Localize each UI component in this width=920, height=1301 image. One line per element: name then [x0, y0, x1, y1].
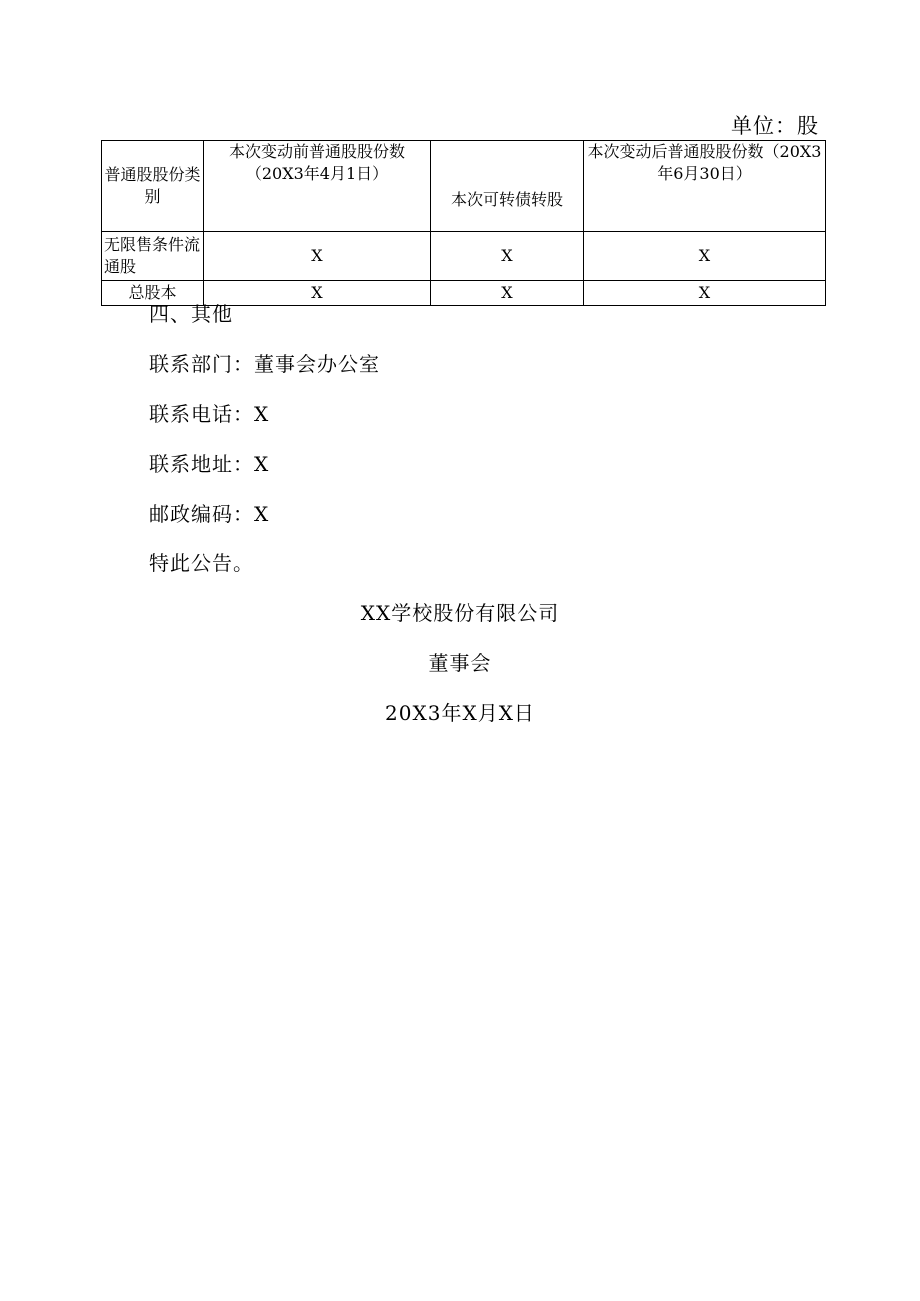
row-after-value: X — [584, 232, 826, 281]
row-after-value: X — [584, 281, 826, 306]
share-change-table — [101, 140, 826, 306]
row-before-value: X — [204, 281, 431, 306]
unit-label: 单位：股 — [731, 114, 819, 138]
row-converted-value: X — [431, 232, 584, 281]
header-category: 普通股股份类别 — [102, 141, 204, 232]
closing-statement: 特此公告。 — [149, 551, 254, 575]
row-category: 总股本 — [102, 281, 204, 306]
table-header-row — [102, 141, 826, 232]
row-converted-value: X — [431, 281, 584, 306]
header-converted: 本次可转债转股 — [431, 141, 584, 232]
row-category: 无限售条件流通股 — [102, 232, 204, 281]
table-row — [102, 232, 826, 281]
section-title: 四、其他 — [149, 302, 233, 326]
signature-company: XX学校股份有限公司 — [360, 601, 560, 625]
header-after: 本次变动后普通股股份数（20X3年6月30日） — [584, 141, 826, 232]
signature-date: 20X3年X月X日 — [385, 701, 535, 725]
header-before: 本次变动前普通股股份数（20X3年4月1日） — [204, 141, 431, 232]
signature-board: 董事会 — [428, 651, 492, 675]
contact-department: 联系部门：董事会办公室 — [149, 352, 380, 376]
row-before-value: X — [204, 232, 431, 281]
contact-postcode: 邮政编码：X — [149, 502, 270, 526]
contact-address: 联系地址：X — [149, 452, 270, 476]
contact-phone: 联系电话：X — [149, 402, 270, 426]
